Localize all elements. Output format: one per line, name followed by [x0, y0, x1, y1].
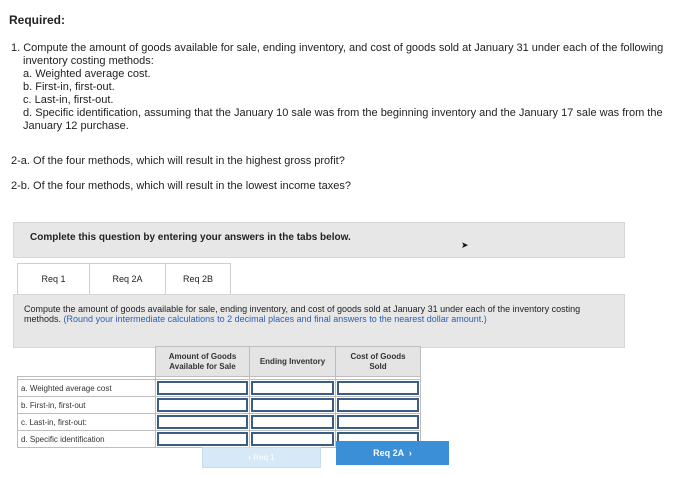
col-goods-available-line2: Available for Sale	[169, 361, 236, 371]
prev-req-label: Req 1	[253, 453, 275, 462]
cell	[336, 380, 421, 397]
table-row	[18, 414, 421, 431]
lifo-goods-available-input[interactable]	[157, 415, 248, 429]
tab-req-2b[interactable]: Req 2B	[166, 263, 231, 295]
row-label-specific-identification: d. Specific identification	[18, 431, 156, 448]
cell	[250, 380, 336, 397]
question-1d-cont: January 12 purchase.	[23, 120, 129, 132]
chevron-left-icon: ‹	[248, 453, 252, 462]
cell	[250, 431, 336, 448]
cell	[156, 431, 250, 448]
question-1d: d. Specific identification, assuming that the January 10 sale was from the beginning inventory and the January 17 sale was from the	[23, 107, 663, 119]
row-label-weighted-average: a. Weighted average cost	[18, 380, 156, 397]
question-1b: b. First-in, first-out.	[23, 81, 115, 93]
cell	[336, 414, 421, 431]
lifo-cogs-input[interactable]	[337, 415, 419, 429]
table-header-row	[18, 347, 421, 377]
tab-req-2a[interactable]: Req 2A	[90, 263, 166, 295]
required-heading: Required:	[9, 13, 66, 27]
lifo-ending-inventory-input[interactable]	[251, 415, 334, 429]
row-label-lifo: c. Last-in, first-out:	[18, 414, 156, 431]
question-1-text: 1. Compute the amount of goods available for sale, ending inventory, and cost of goods sold at January 31 under each of the following	[11, 42, 664, 54]
cell	[156, 380, 250, 397]
question-2b: 2-b. Of the four methods, which will result in the lowest income taxes?	[11, 180, 351, 192]
instruction-banner	[13, 222, 625, 258]
mouse-cursor-icon: ➤	[461, 240, 469, 250]
cell	[156, 397, 250, 414]
instructions-hint: (Round your intermediate calculations to 2 decimal places and final answers to the nearest dollar amount.)	[63, 314, 487, 324]
table-row	[18, 397, 421, 414]
next-req-button[interactable]	[336, 441, 449, 465]
prev-req-button[interactable]	[202, 447, 321, 468]
question-1	[11, 42, 691, 133]
question-1a: a. Weighted average cost.	[23, 68, 151, 80]
cell	[250, 414, 336, 431]
specific-ending-inventory-input[interactable]	[251, 432, 334, 446]
header-blank-cell	[18, 347, 156, 377]
tab-panel-instructions	[13, 294, 625, 348]
cell	[250, 397, 336, 414]
col-goods-available-header	[156, 347, 250, 377]
cell	[336, 397, 421, 414]
question-2a: 2-a. Of the four methods, which will result in the highest gross profit?	[11, 155, 345, 167]
table-row	[18, 380, 421, 397]
chevron-right-icon: ›	[408, 448, 412, 458]
answer-table	[17, 346, 421, 448]
col-ending-inventory-header: Ending Inventory	[250, 347, 336, 377]
fifo-goods-available-input[interactable]	[157, 398, 248, 412]
next-req-label: Req 2A	[373, 448, 404, 458]
question-1c: c. Last-in, first-out.	[23, 94, 114, 106]
question-1-text-cont: inventory costing methods:	[23, 55, 154, 67]
col-cogs-header	[336, 347, 421, 377]
cell	[156, 414, 250, 431]
col-goods-available-line1: Amount of Goods	[168, 351, 237, 361]
fifo-ending-inventory-input[interactable]	[251, 398, 334, 412]
instructions-main: Compute the amount of goods available for sale, ending inventory, and cost of goods sold at January 31 under each of the inventory costing methods.	[24, 304, 581, 324]
weighted-goods-available-input[interactable]	[157, 381, 248, 395]
instructions-text	[24, 304, 616, 324]
col-cogs-line2: Sold	[369, 361, 387, 371]
col-cogs-line1: Cost of Goods	[350, 351, 406, 361]
specific-goods-available-input[interactable]	[157, 432, 248, 446]
instruction-banner-text: Complete this question by entering your answers in the tabs below.	[30, 232, 351, 243]
weighted-ending-inventory-input[interactable]	[251, 381, 334, 395]
row-label-fifo: b. First-in, first-out	[18, 397, 156, 414]
tab-req-1[interactable]: Req 1	[17, 263, 90, 295]
fifo-cogs-input[interactable]	[337, 398, 419, 412]
weighted-cogs-input[interactable]	[337, 381, 419, 395]
